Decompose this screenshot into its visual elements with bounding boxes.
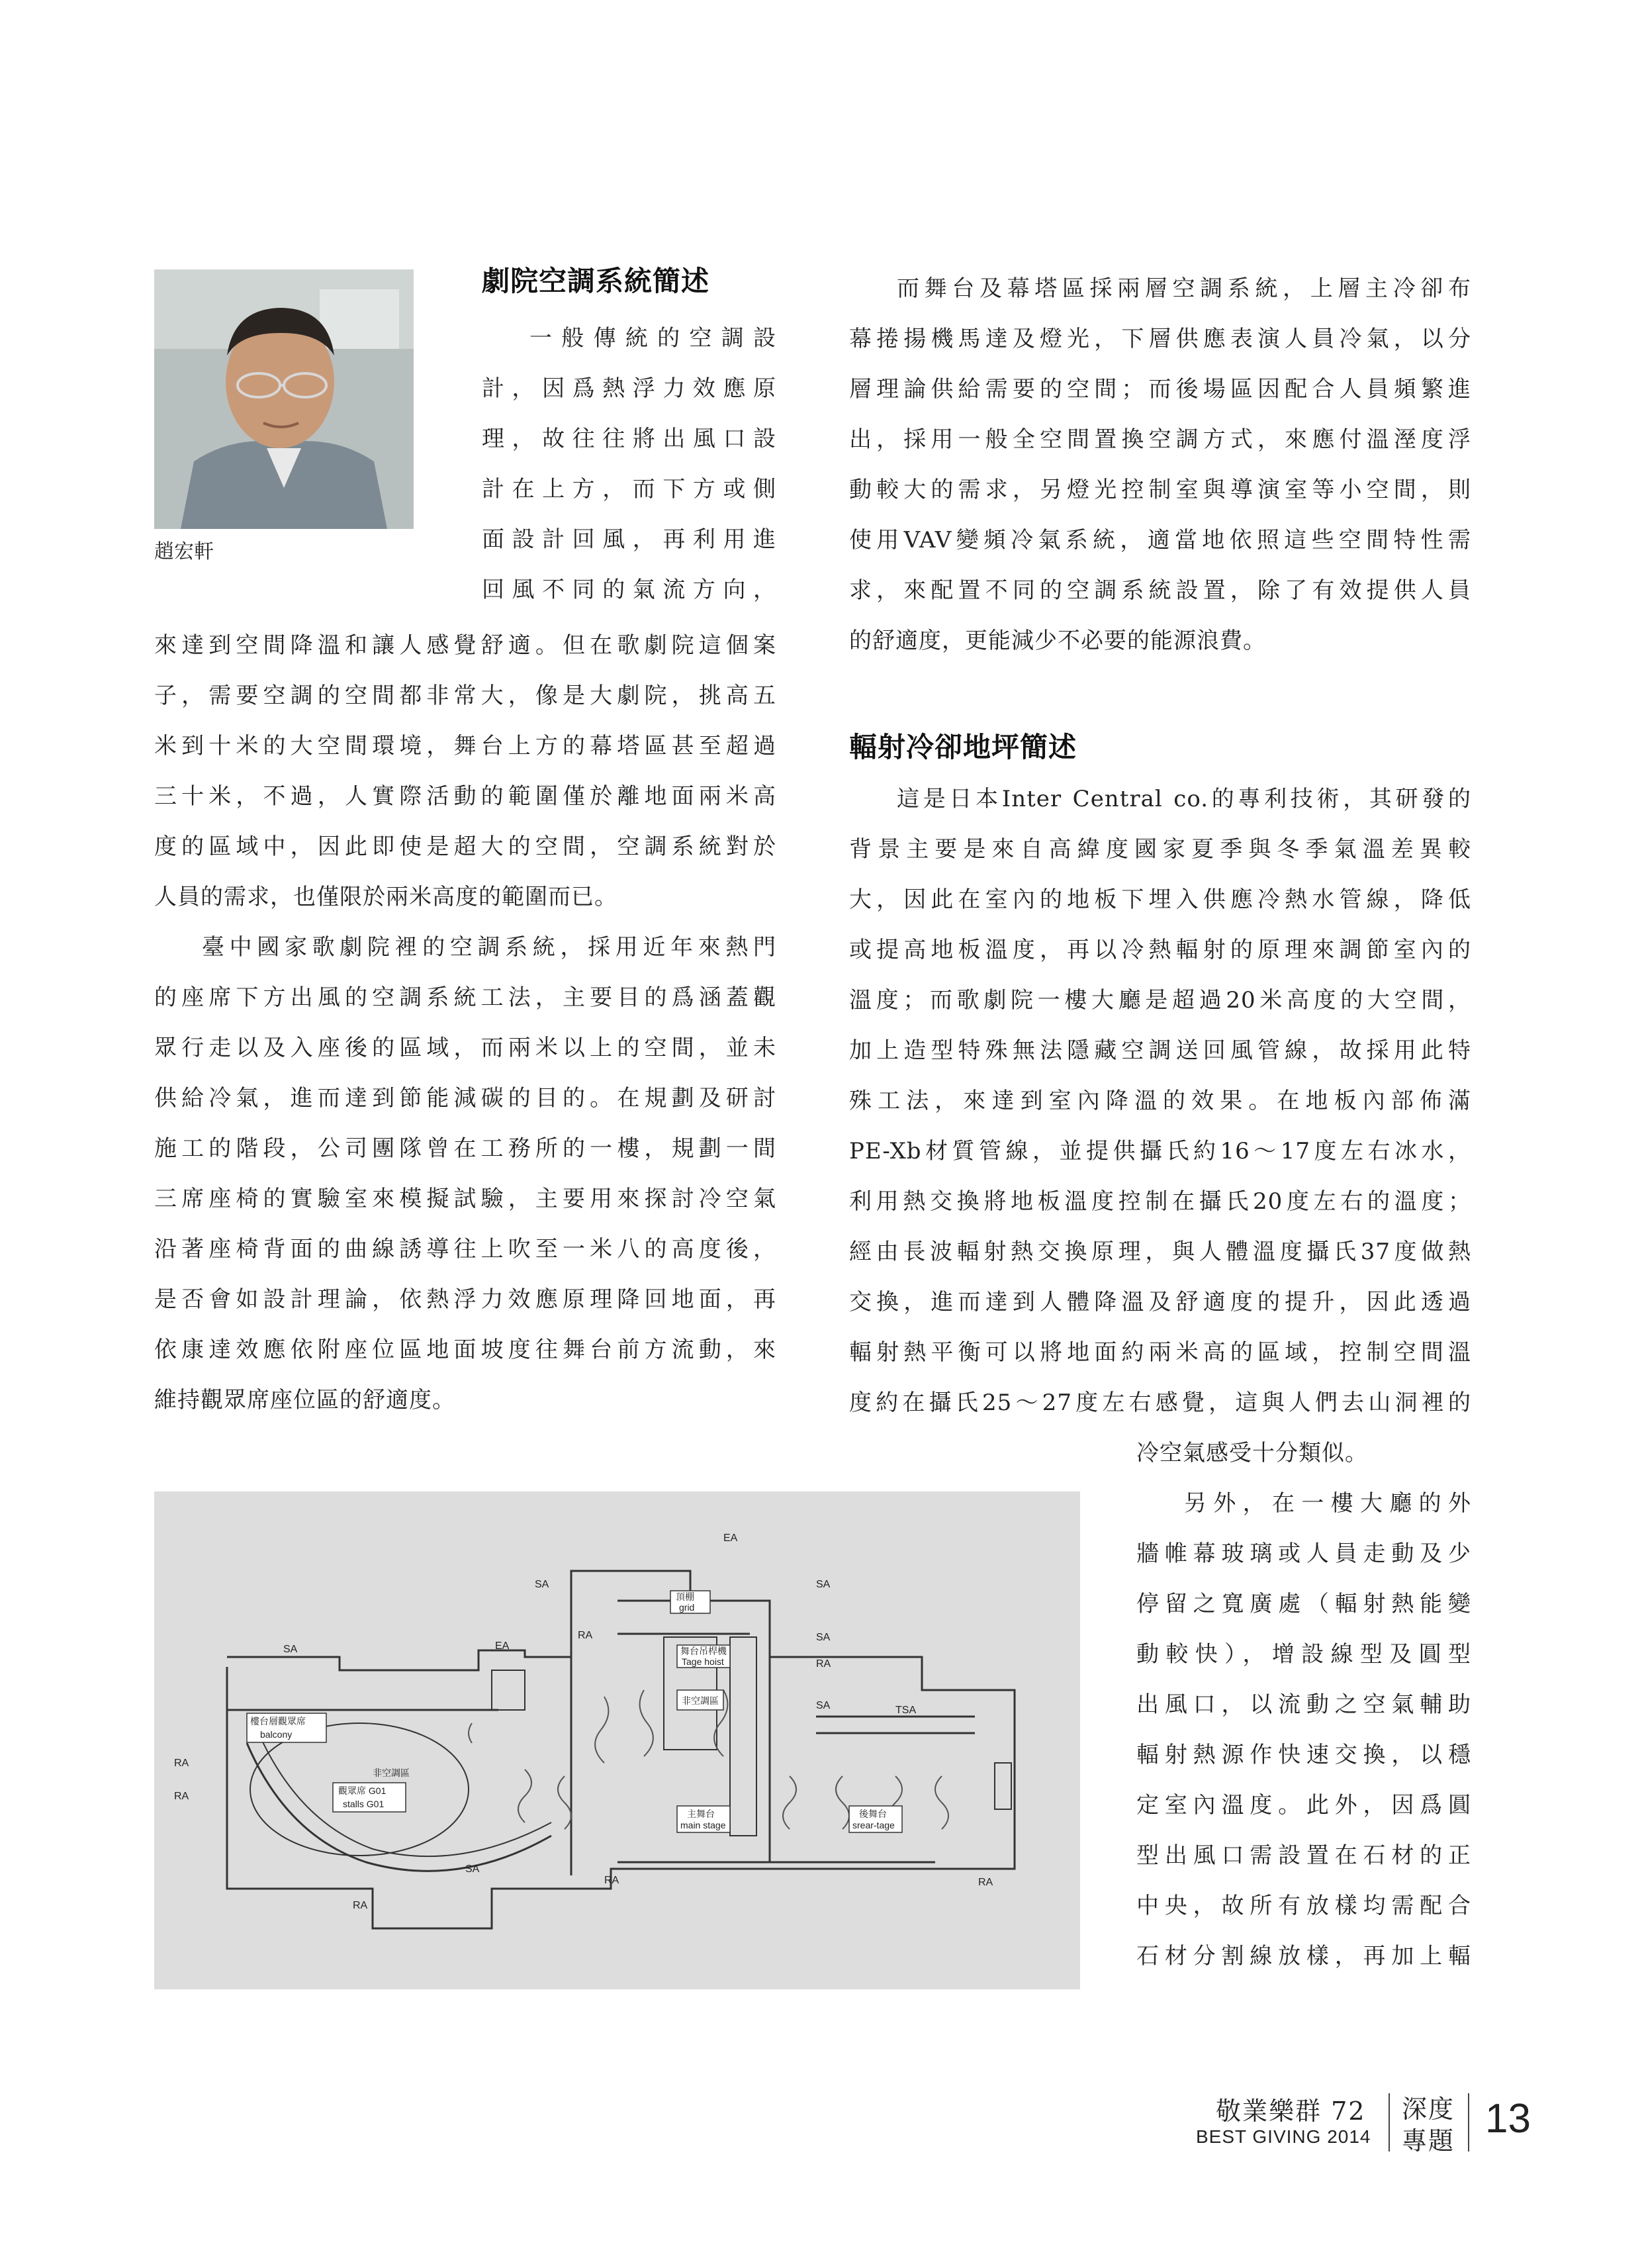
text-line: 利用熱交換將地板溫度控制在攝氏20度左右的溫度； [849,1188,1471,1215]
left-wrap-text [482,313,776,615]
label-ra: RA [174,1791,189,1802]
text-line: 殊工法，來達到室內降溫的效果。在地板內部佈滿 [849,1088,1471,1114]
footer-divider [1468,2093,1469,2151]
label-hoist-en: Tage hoist [682,1656,724,1667]
text-line: 幕捲揚機馬達及燈光，下層供應表演人員冷氣，以分 [849,326,1471,352]
text-line: 計在上方，而下方或側 [482,476,776,502]
text-line: 溫度；而歌劇院一樓大廳是超過20米高度的大空間， [849,987,1471,1014]
label-ea: EA [495,1640,510,1652]
text-line: 這是日本Inter Central co.的專利技術，其研發的 [897,786,1471,812]
label-grid-cn: 頂棚 [676,1591,694,1602]
label-rear-stage-en: srear-tage [852,1820,895,1830]
theater-airflow-diagram [154,1491,1080,1989]
text-line: 層理論供給需要的空間；而後場區因配合人員頻繁進 [849,376,1471,402]
text-line: 回風不同的氣流方向， [482,577,776,603]
footer-section-line1: 深度 [1402,2095,1455,2124]
text-line: 而舞台及幕塔區採兩層空調系統，上層主冷卻布 [897,275,1471,302]
text-line: 動較大的需求，另燈光控制室與導演室等小空間，則 [849,477,1471,503]
text-line: 輻射熱平衡可以將地面約兩米高的區域，控制空間溫 [849,1339,1471,1366]
text-line: 停留之寬廣處（輻射熱能變 [1136,1591,1471,1617]
label-rear-stage-cn: 後舞台 [859,1809,887,1819]
text-line: 維持觀眾席座位區的舒適度。 [154,1387,455,1413]
text-line: 另外，在一樓大廳的外 [1184,1490,1471,1517]
label-ra: RA [174,1758,189,1769]
text-line: 一般傳統的空調設 [529,325,776,352]
label-hoist-cn: 舞台吊桿機 [680,1646,727,1656]
footer-magazine-title: 敬業樂群 72 [1216,2097,1366,2126]
right-paragraph-1 [849,263,1471,666]
footer-section-line2: 專題 [1402,2126,1455,2155]
text-line: 計，因爲熱浮力效應原 [482,375,776,402]
text-line: 加上造型特殊無法隱藏空調送回風管線，故採用此特 [849,1037,1471,1064]
label-main-stage-cn: 主舞台 [687,1809,715,1819]
text-line: 眾行走以及入座後的區域，而兩米以上的空間，並未 [154,1035,776,1061]
text-line: 輻射熱源作快速交換，以穩 [1136,1742,1471,1768]
text-line: 三十米，不過，人實際活動的範圍僅於離地面兩米高 [154,783,776,810]
label-sa: SA [816,1700,831,1711]
text-line: 定室內溫度。此外，因爲圓 [1136,1792,1471,1819]
text-line: 沿著座椅背面的曲線誘導往上吹至一米八的高度後， [154,1236,776,1262]
author-photo [154,269,414,529]
label-non-ac-box: 非空調區 [682,1695,719,1706]
text-line: 出，採用一般全空間置換空調方式，來應付溫溼度浮 [849,426,1471,453]
text-line: 或提高地板溫度，再以冷熱輻射的原理來調節室內的 [849,937,1471,963]
text-line: 交換，進而達到人體降溫及舒適度的提升，因此透過 [849,1289,1471,1315]
label-tsa: TSA [895,1705,917,1716]
text-line: 中央，故所有放樣均需配合 [1136,1893,1471,1919]
footer-divider [1389,2093,1390,2151]
label-ra: RA [578,1630,593,1641]
left-paragraph-1 [154,620,776,922]
text-line: 牆帷幕玻璃或人員走動及少 [1136,1540,1471,1567]
right-paragraph-2 [849,774,1471,1428]
text-line: 度約在攝氏25～27度左右感覺，這與人們去山洞裡的 [849,1390,1471,1416]
text-line: 大，因此在室內的地板下埋入供應冷熱水管線，降低 [849,886,1471,913]
text-line: 面設計回風，再利用進 [482,526,776,553]
label-ra: RA [604,1875,619,1886]
label-stalls-cn: 觀眾席 G01 [338,1785,387,1796]
left-paragraph-2 [154,922,776,1425]
label-ea: EA [723,1533,738,1544]
text-line: 理，故往往將出風口設 [482,426,776,452]
label-ra: RA [816,1658,831,1670]
label-sa: SA [816,1632,831,1643]
text-line: 供給冷氣，進而達到節能減碳的目的。在規劃及研討 [154,1085,776,1111]
text-line: 施工的階段，公司團隊曾在工務所的一樓，規劃一間 [154,1135,776,1162]
text-line: 度的區域中，因此即使是超大的空間，空調系統對於 [154,833,776,860]
text-line: 人員的需求，也僅限於兩米高度的範圍而已。 [154,884,617,910]
airflow-section-drawing [154,1491,1080,1989]
label-stalls-en: stalls G01 [343,1799,385,1809]
text-line: 求，來配置不同的空調系統設置，除了有效提供人員 [849,577,1471,604]
label-sa: SA [816,1579,831,1590]
label-balcony-en: balcony [260,1729,293,1740]
text-line: 米到十米的大空間環境，舞台上方的幕塔區甚至超過 [154,733,776,759]
label-ra: RA [353,1900,368,1911]
text-line: 臺中國家歌劇院裡的空調系統，採用近年來熱門 [202,934,776,961]
section-heading-theater-ac: 劇院空調系統簡述 [482,265,710,297]
label-grid-en: grid [679,1602,695,1613]
text-line: 經由長波輻射熱交換原理，與人體溫度攝氏37度做熱 [849,1239,1471,1265]
text-line: PE-Xb材質管線，並提供攝氏約16～17度左右冰水， [849,1138,1471,1164]
text-line: 型出風口需設置在石材的正 [1136,1842,1471,1869]
label-main-stage-en: main stage [680,1820,726,1830]
label-sa: SA [535,1579,549,1590]
text-line: 動較快），增設線型及圓型 [1136,1641,1471,1668]
label-sa: SA [283,1644,298,1655]
text-line: 來達到空間降溫和讓人感覺舒適。但在歌劇院這個案 [154,632,776,659]
text-line: 出風口，以流動之空氣輔助 [1136,1691,1471,1718]
author-portrait-image [154,269,414,529]
footer-magazine-subtitle: BEST GIVING 2014 [1196,2126,1371,2147]
label-sa: SA [465,1864,480,1875]
section-heading-radiant-floor: 輻射冷卻地坪簡述 [849,731,1077,763]
page-number: 13 [1485,2096,1531,2142]
text-line: 背景主要是來自高緯度國家夏季與冬季氣溫差異較 [849,836,1471,863]
label-ra: RA [978,1877,993,1888]
text-line: 使用VAV變頻冷氣系統，適當地依照這些空間特性需 [849,527,1471,553]
text-line: 石材分割線放樣，再加上輻 [1136,1943,1471,1969]
text-line: 三席座椅的實驗室來模擬試驗，主要用來探討冷空氣 [154,1186,776,1212]
text-line: 子，需要空調的空間都非常大，像是大劇院，挑高五 [154,683,776,709]
text-line: 是否會如設計理論，依熱浮力效應原理降回地面，再 [154,1286,776,1313]
text-line: 的舒適度，更能減少不必要的能源浪費。 [849,628,1266,654]
right-paragraph-3 [1136,1478,1471,1981]
photo-caption: 趙宏軒 [154,540,214,563]
label-non-ac-zone: 非空調區 [373,1768,410,1778]
text-line: 依康達效應依附座位區地面坡度往舞台前方流動，來 [154,1337,776,1363]
right-paragraph-2-tail: 冷空氣感受十分類似。 [1136,1440,1368,1466]
label-balcony-cn: 樓台層觀眾席 [250,1716,306,1726]
text-line: 的座席下方出風的空調系統工法，主要目的爲涵蓋觀 [154,984,776,1011]
